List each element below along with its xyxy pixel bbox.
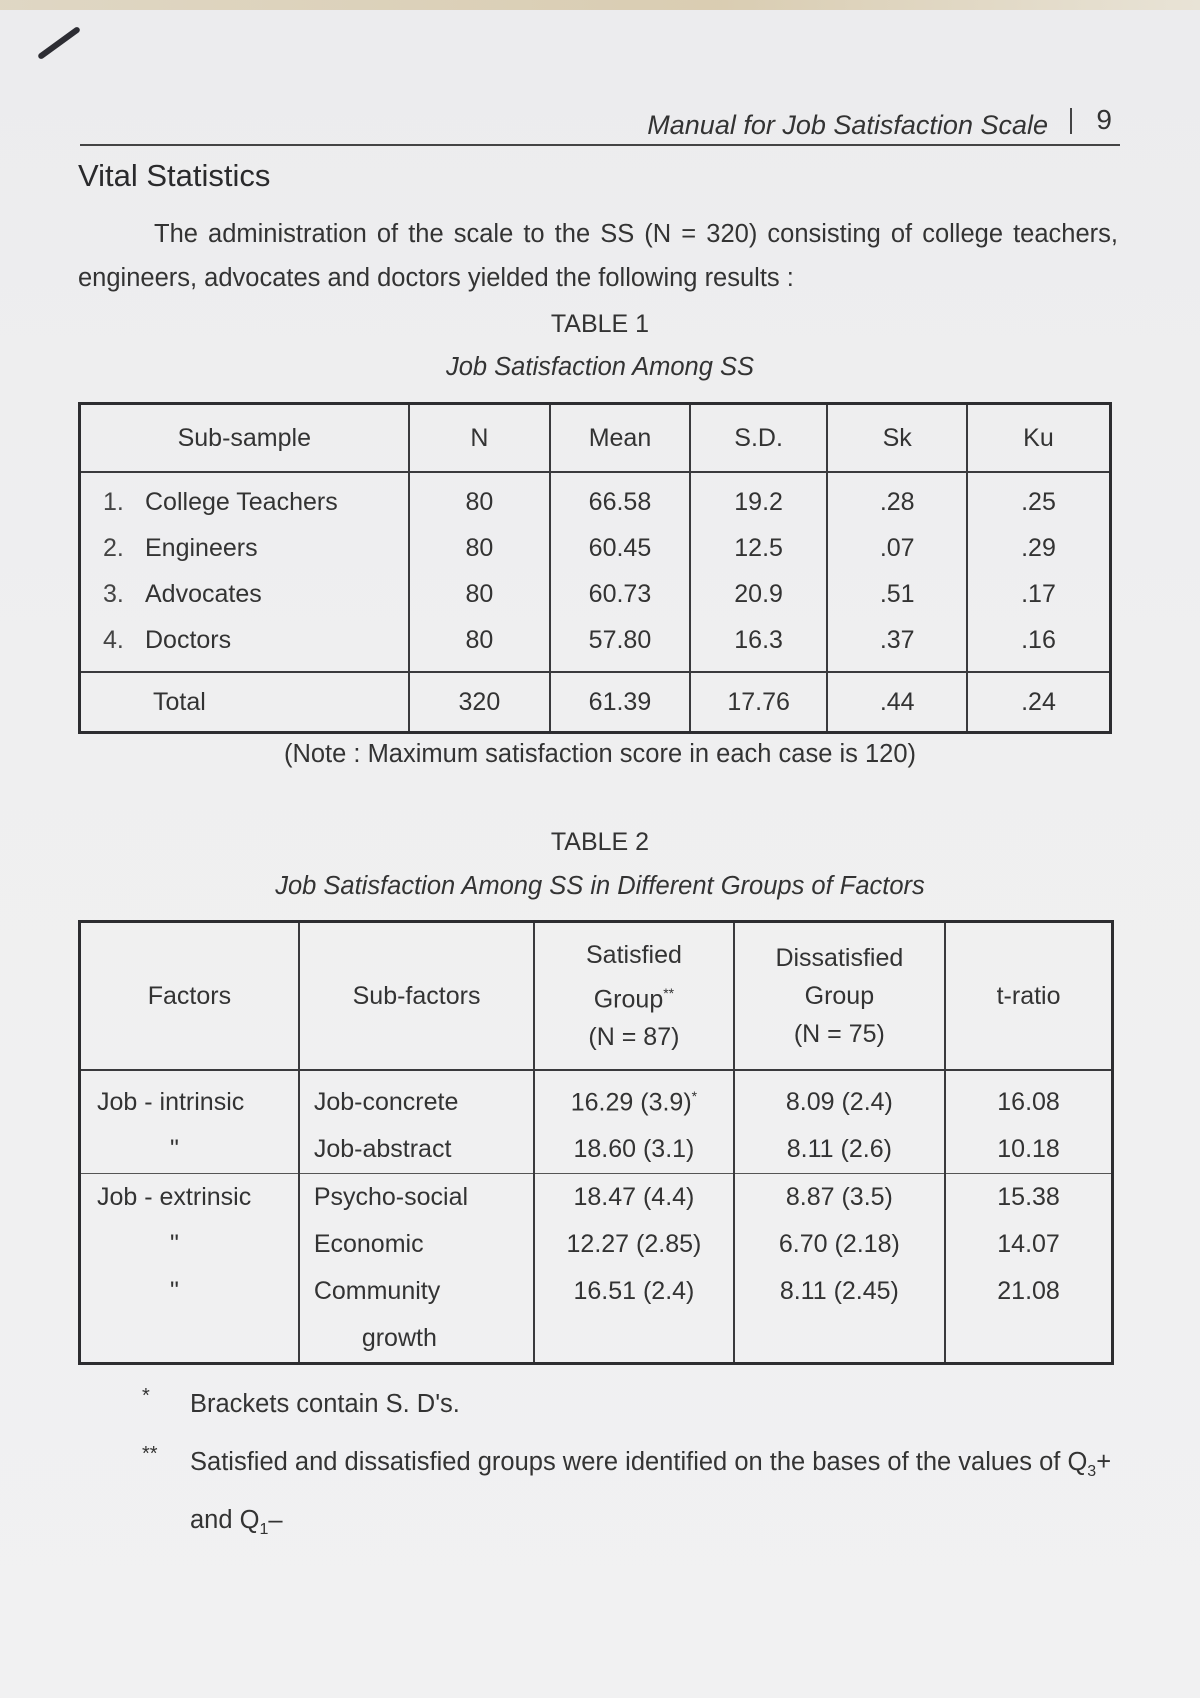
satisfied-cell: 18.60 (3.1) — [534, 1126, 733, 1174]
footnote-1-text: Brackets contain S. D's. — [190, 1390, 460, 1418]
row-index: 2. — [103, 533, 124, 562]
tratio-cell: 15.38 — [945, 1174, 1112, 1222]
total-mean: 61.39 — [550, 672, 690, 733]
sk-cell: .37 — [827, 617, 967, 672]
sk-cell: .28 — [827, 472, 967, 525]
dissatisfied-cell: 8.09 (2.4) — [734, 1070, 945, 1126]
intro-paragraph: The administration of the scale to the SS (N = 320) consisting of college teachers, engineers, advocates and doctors yielded the following results : — [78, 220, 1118, 292]
table1-row — [80, 617, 1111, 672]
footnote-1 — [140, 1380, 1120, 1428]
table1-header-row — [80, 404, 1111, 473]
n-cell: 80 — [409, 472, 551, 525]
n-cell: 80 — [409, 617, 551, 672]
factor-ditto-cell: " — [80, 1126, 299, 1174]
footnote-marker: ** — [663, 984, 675, 1001]
ku-cell: .29 — [967, 525, 1111, 571]
row-index: 3. — [103, 579, 124, 608]
subfactor-cell: Community — [299, 1268, 534, 1315]
total-sd: 17.76 — [690, 672, 828, 733]
footnote-2-marker: ** — [142, 1443, 158, 1465]
dissatisfied-cell: 8.11 (2.45) — [734, 1268, 945, 1315]
mean-cell: 60.73 — [550, 571, 690, 617]
table1-row — [80, 472, 1111, 525]
footnote-1-marker: * — [142, 1385, 150, 1407]
satisfied-header-line2 — [535, 974, 732, 1018]
subsample-cell — [80, 472, 409, 525]
table2-row — [80, 1174, 1113, 1222]
table2-col-subfactors: Sub-factors — [299, 922, 534, 1071]
mean-cell: 66.58 — [550, 472, 690, 525]
q3-subscript: 3 — [1087, 1463, 1097, 1481]
footnote-2-text: Satisfied and dissatisfied groups were identified on the bases of the values of Q — [190, 1448, 1088, 1476]
table1-col-ku: Ku — [967, 404, 1111, 473]
table2-col-satisfied — [534, 922, 733, 1071]
dissatisfied-cell: 8.87 (3.5) — [734, 1174, 945, 1222]
subfactor-cell: Job-abstract — [299, 1126, 534, 1174]
footnote-marker: * — [691, 1087, 698, 1104]
table1-note: (Note : Maximum satisfaction score in each case is 120) — [283, 740, 917, 768]
sd-cell: 12.5 — [690, 525, 828, 571]
dissatisfied-header-line3: (N = 75) — [793, 1020, 885, 1048]
n-cell: 80 — [409, 571, 551, 617]
empty-cell — [80, 1315, 299, 1364]
subfactor-cell: Psycho-social — [299, 1174, 534, 1222]
table2-header-row — [80, 922, 1113, 1071]
table2-row — [80, 1070, 1113, 1126]
total-ku: .24 — [967, 672, 1111, 733]
sd-cell: 19.2 — [690, 472, 828, 525]
table2-col-factors: Factors — [80, 922, 299, 1071]
row-index: 1. — [103, 487, 124, 516]
table1-label: TABLE 1 — [550, 310, 650, 338]
section-heading: Vital Statistics — [78, 158, 271, 193]
satisfied-cell: 16.51 (2.4) — [534, 1268, 733, 1315]
subsample-name: Advocates — [145, 579, 262, 608]
satisfied-header-line1: Satisfied — [585, 940, 682, 969]
ku-cell: .16 — [967, 617, 1111, 672]
subfactor-cell: Economic — [299, 1221, 534, 1268]
satisfied-cell: 18.47 (4.4) — [534, 1174, 733, 1222]
dissatisfied-header-line2: Group — [804, 982, 875, 1010]
ku-cell: .17 — [967, 571, 1111, 617]
subfactor-cell: Job-concrete — [299, 1070, 534, 1126]
table2-row-continuation — [80, 1315, 1113, 1364]
factor-cell: Job - extrinsic — [80, 1174, 299, 1222]
mean-cell: 60.45 — [550, 525, 690, 571]
table1-caption: Job Satisfaction Among SS — [445, 353, 755, 381]
sd-cell: 20.9 — [690, 571, 828, 617]
sk-cell: .51 — [827, 571, 967, 617]
table2-row — [80, 1268, 1113, 1315]
q1-subscript: 1 — [259, 1521, 269, 1539]
q1-suffix: – — [268, 1506, 283, 1535]
table1-total-row — [80, 672, 1111, 733]
table2 — [78, 920, 1114, 1365]
factor-cell: Job - intrinsic — [80, 1070, 299, 1126]
table1-col-sk: Sk — [827, 404, 967, 473]
table1 — [78, 402, 1112, 734]
table2-row — [80, 1126, 1113, 1174]
tratio-cell: 14.07 — [945, 1221, 1112, 1268]
tratio-cell: 16.08 — [945, 1070, 1112, 1126]
ku-cell: .25 — [967, 472, 1111, 525]
running-title: Manual for Job Satisfaction Scale — [647, 110, 1048, 140]
table1-col-sd: S.D. — [690, 404, 828, 473]
subsample-cell — [80, 525, 409, 571]
running-header — [80, 104, 1120, 146]
subsample-name: College Teachers — [145, 487, 338, 516]
satisfied-header-line3: (N = 87) — [588, 1023, 680, 1052]
table1-row — [80, 571, 1111, 617]
footnotes — [140, 1380, 1120, 1554]
total-label: Total — [80, 672, 409, 733]
factor-ditto-cell: " — [80, 1268, 299, 1315]
empty-cell — [734, 1315, 945, 1364]
dissatisfied-cell: 8.11 (2.6) — [734, 1126, 945, 1174]
table1-col-mean: Mean — [550, 404, 690, 473]
tratio-cell: 10.18 — [945, 1126, 1112, 1174]
factor-ditto-cell: " — [80, 1221, 299, 1268]
q3-suffix: + and Q — [190, 1448, 1112, 1535]
pen-mark — [37, 26, 81, 60]
sk-cell: .07 — [827, 525, 967, 571]
total-n: 320 — [409, 672, 551, 733]
table2-col-dissatisfied — [734, 922, 945, 1071]
satisfied-value: 16.29 (3.9) — [570, 1088, 692, 1117]
subfactor-continuation: growth — [299, 1315, 534, 1364]
table2-label: TABLE 2 — [550, 828, 650, 856]
mean-cell: 57.80 — [550, 617, 690, 672]
page-number: 9 — [1096, 104, 1112, 135]
sd-cell: 16.3 — [690, 617, 828, 672]
header-separator — [1070, 108, 1072, 134]
total-sk: .44 — [827, 672, 967, 733]
empty-cell — [534, 1315, 733, 1364]
n-cell: 80 — [409, 525, 551, 571]
table1-col-subsample: Sub-sample — [80, 404, 409, 473]
subsample-name: Engineers — [145, 533, 258, 562]
empty-cell — [945, 1315, 1112, 1364]
row-index: 4. — [103, 625, 124, 654]
table1-row — [80, 525, 1111, 571]
subsample-cell — [80, 617, 409, 672]
satisfied-group-text: Group — [593, 985, 664, 1014]
satisfied-cell — [534, 1070, 733, 1126]
subsample-name: Doctors — [145, 625, 232, 654]
dissatisfied-header-line1: Dissatisfied — [775, 944, 904, 972]
page-top-edge — [0, 0, 1200, 10]
dissatisfied-cell: 6.70 (2.18) — [734, 1221, 945, 1268]
table2-caption: Job Satisfaction Among SS in Different Groups of Factors — [275, 872, 925, 900]
tratio-cell: 21.08 — [945, 1268, 1112, 1315]
table1-col-n: N — [409, 404, 551, 473]
table2-col-tratio: t-ratio — [945, 922, 1112, 1071]
subsample-cell — [80, 571, 409, 617]
satisfied-cell: 12.27 (2.85) — [534, 1221, 733, 1268]
footnote-2 — [140, 1438, 1120, 1554]
table2-row — [80, 1221, 1113, 1268]
